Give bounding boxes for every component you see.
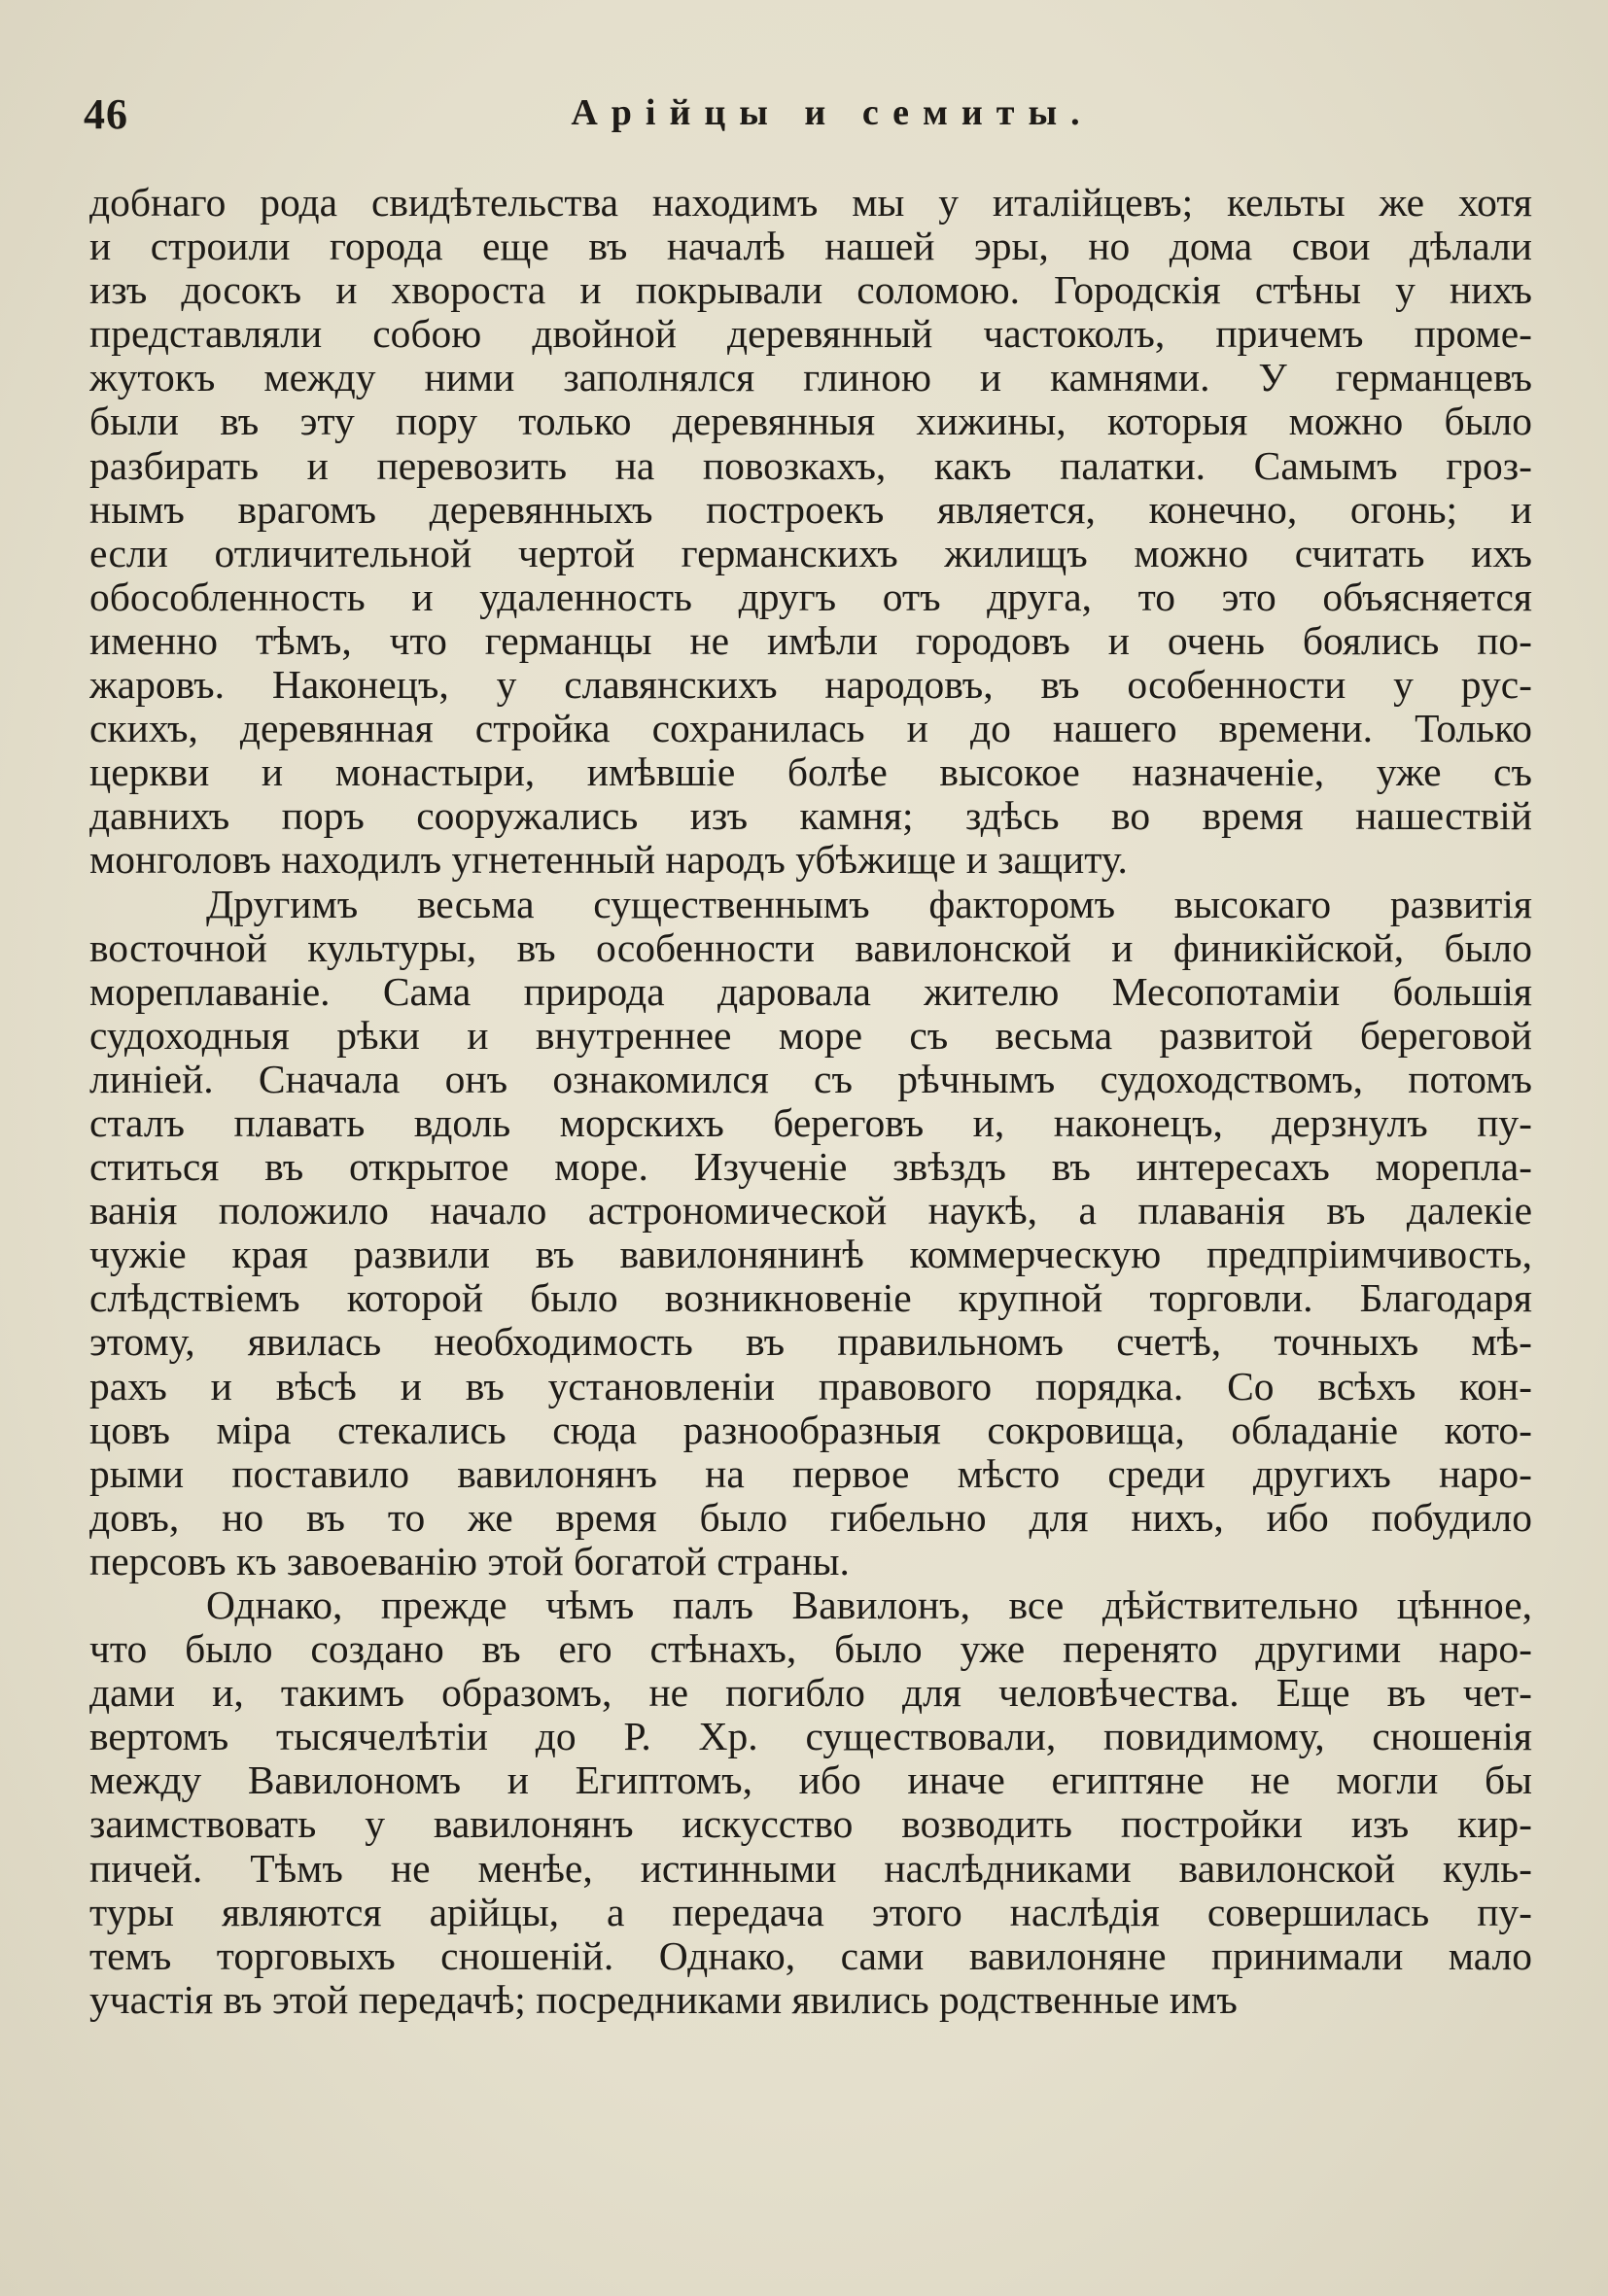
text-line: разбирать и перевозить на повозкахъ, какъ палатки. Самымъ гроз-: [89, 443, 1532, 488]
body-text: [89, 181, 1532, 2022]
text-line: и строили города еще въ началѣ нашей эры, но дома свои дѣлали: [89, 225, 1532, 269]
text-line: Другимъ весьма существеннымъ факторомъ высокаго развитія: [206, 882, 1532, 926]
text-line: ститься въ открытое море. Изученіе звѣздъ въ интересахъ морепла-: [89, 1145, 1532, 1190]
text-line: были въ эту пору только деревянныя хижины, которыя можно было: [89, 400, 1532, 444]
text-line: что было создано въ его стѣнахъ, было уже перенято другими наро-: [89, 1627, 1532, 1672]
text-line: этому, явилась необходимость въ правильномъ счетѣ, точныхъ мѣ-: [89, 1320, 1532, 1365]
text-line: мореплаваніе. Сама природа даровала жителю Месопотаміи большія: [89, 969, 1532, 1014]
text-line: рыми поставило вавилонянъ на первое мѣсто среди другихъ наро-: [89, 1451, 1532, 1496]
page-number: 46: [84, 90, 128, 138]
text-line: линіей. Сначала онъ ознакомился съ рѣчнымъ судоходствомъ, потомъ: [89, 1057, 1532, 1101]
text-line: чужіе края развили въ вавилонянинѣ коммерческую предпріимчивость,: [89, 1233, 1532, 1277]
text-line: монголовъ находилъ угнетенный народъ убѣжище и защиту.: [89, 838, 1128, 883]
text-line: судоходныя рѣки и внутреннее море съ весьма развитой береговой: [89, 1013, 1532, 1058]
text-line: участія въ этой передачѣ; посредниками явились родственные имъ: [89, 1977, 1238, 2022]
text-line: довъ, но въ то же время было гибельно для нихъ, ибо побудило: [89, 1495, 1532, 1540]
page-header: [84, 89, 1542, 148]
text-line: цовъ міра стекались сюда разнообразныя сокровища, обладаніе кото-: [89, 1408, 1532, 1452]
paragraph: [89, 883, 1532, 1584]
text-line: нымъ врагомъ деревянныхъ построекъ является, конечно, огонь; и: [89, 487, 1532, 532]
text-line: давнихъ поръ сооружались изъ камня; здѣсь во время нашествій: [89, 794, 1532, 839]
paragraph: [89, 181, 1532, 883]
text-line: пичей. Тѣмъ не менѣе, истинными наслѣдниками вавилонской куль-: [89, 1846, 1532, 1891]
text-line: сталъ плавать вдоль морскихъ береговъ и, наконецъ, дерзнулъ пу-: [89, 1100, 1532, 1145]
text-line: ванія положило начало астрономической наукѣ, а плаванія въ далекіе: [89, 1189, 1532, 1234]
text-line: жаровъ. Наконецъ, у славянскихъ народовъ, въ особенности у рус-: [89, 663, 1532, 708]
text-line: именно тѣмъ, что германцы не имѣли городовъ и очень боялись по-: [89, 618, 1532, 663]
text-line: туры являются арійцы, а передача этого наслѣдія совершилась пу-: [89, 1890, 1532, 1934]
text-line: церкви и монастыри, имѣвшіе болѣе высокое назначеніе, уже съ: [89, 750, 1532, 795]
paragraph: [89, 1583, 1532, 2022]
text-line: вертомъ тысячелѣтіи до Р. Хр. существовали, повидимому, сношенія: [89, 1715, 1532, 1759]
text-line: скихъ, деревянная стройка сохранилась и до нашего времени. Только: [89, 707, 1532, 751]
text-line: если отличительной чертой германскихъ жилищъ можно считать ихъ: [89, 531, 1532, 575]
text-line: рахъ и вѣсѣ и въ установленіи правового порядка. Со всѣхъ кон-: [89, 1364, 1532, 1409]
text-line: восточной культуры, въ особенности вавилонской и финикійской, было: [89, 925, 1532, 970]
text-line: слѣдствіемъ которой было возникновеніе крупной торговли. Благодаря: [89, 1276, 1532, 1321]
text-line: обособленность и удаленность другъ отъ друга, то это объясняется: [89, 574, 1532, 619]
text-line: персовъ къ завоеванію этой богатой страны.: [89, 1539, 850, 1583]
text-line: заимствовать у вавилонянъ искусство возводить постройки изъ кир-: [89, 1802, 1532, 1847]
text-line: дами и, такимъ образомъ, не погибло для человѣчества. Еще въ чет-: [89, 1671, 1532, 1716]
text-line: жутокъ между ними заполнялся глиною и камнями. У германцевъ: [89, 356, 1532, 400]
text-line: Однако, прежде чѣмъ палъ Вавилонъ, все дѣйствительно цѣнное,: [206, 1583, 1532, 1627]
text-line: между Вавилономъ и Египтомъ, ибо иначе египтяне не могли бы: [89, 1758, 1532, 1803]
running-title: Арійцы и семиты.: [571, 92, 1094, 133]
text-line: представляли собою двойной деревянный частоколъ, причемъ проме-: [89, 312, 1532, 357]
text-line: изъ досокъ и хвороста и покрывали соломою. Городскія стѣны у нихъ: [89, 268, 1532, 313]
text-line: темъ торговыхъ сношеній. Однако, сами вавилоняне принимали мало: [89, 1933, 1532, 1978]
text-line: добнаго рода свидѣтельства находимъ мы у италійцевъ; кельты же хотя: [89, 181, 1532, 225]
